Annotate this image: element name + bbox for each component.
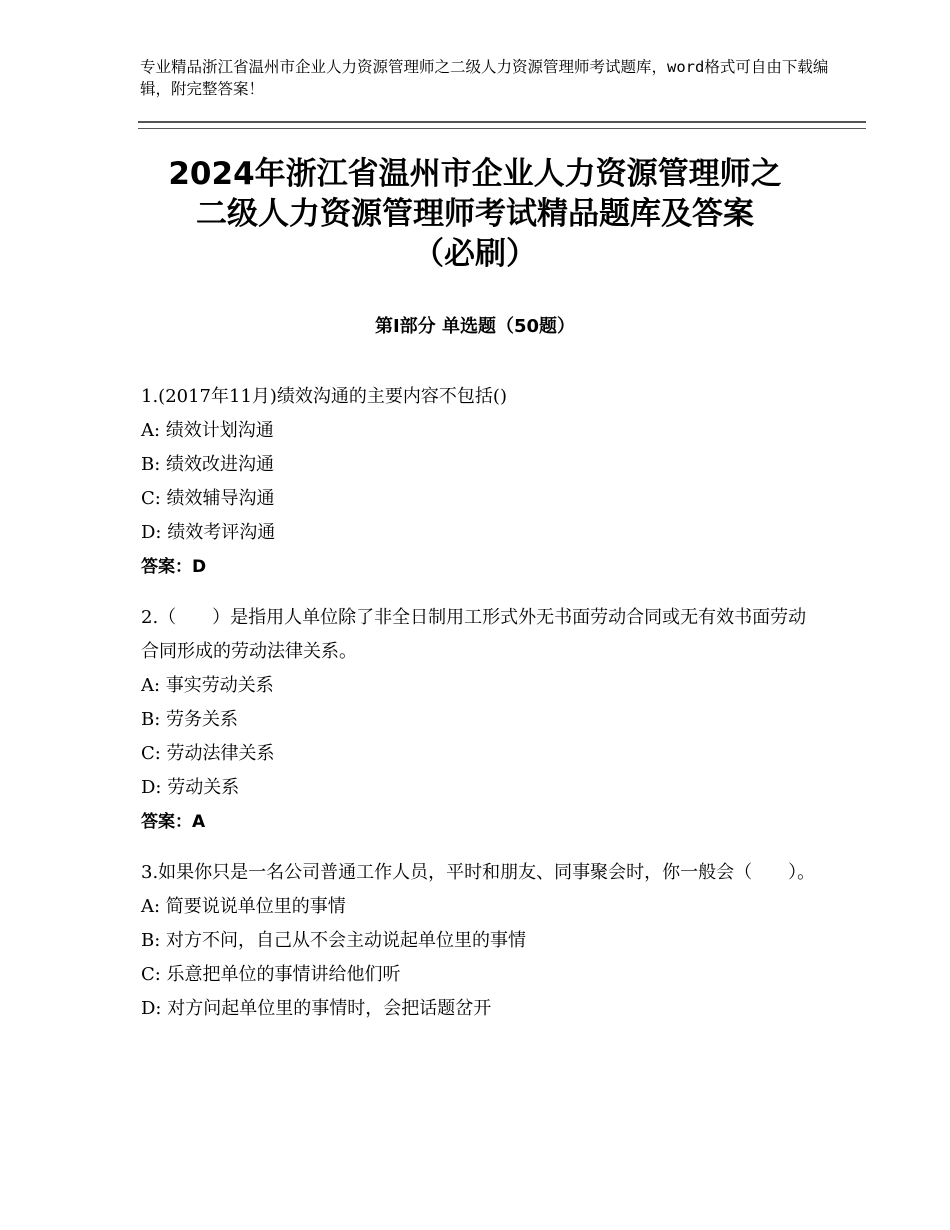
question-2-option-d: D: 劳动关系 [141,777,240,798]
title-line-1: 2024年浙江省温州市企业人力资源管理师之 [168,156,782,192]
question-list [141,380,821,1043]
header-divider [138,121,866,129]
question-2-option-b: B: 劳务关系 [141,709,239,730]
question-1-option-d: D: 绩效考评沟通 [141,522,276,543]
question-1-option-b: B: 绩效改进沟通 [141,454,275,475]
question-2-option-c: C: 劳动法律关系 [141,743,275,764]
question-2-answer: 答案：A [141,812,206,832]
question-1-option-a: A: 绩效计划沟通 [141,420,274,441]
question-2-option-a: A: 事实劳动关系 [141,675,274,696]
question-2 [141,601,821,839]
question-3-option-d: D: 对方问起单位里的事情时，会把话题岔开 [141,998,492,1019]
question-1-stem: 1.(2017年11月)绩效沟通的主要内容不包括() [141,386,507,407]
question-3-stem: 3.如果你只是一名公司普通工作人员，平时和朋友、同事聚会时，你一般会（ ）。 [141,862,816,883]
document-title [100,154,850,274]
header-note: 专业精品浙江省温州市企业人力资源管理师之二级人力资源管理师考试题库，word格式可自由下载编辑，附完整答案！ [140,58,829,98]
title-line-3: （必刷） [413,236,537,272]
question-3-option-b: B: 对方不问，自己从不会主动说起单位里的事情 [141,930,527,951]
question-1-option-c: C: 绩效辅导沟通 [141,488,275,509]
title-line-2: 二级人力资源管理师考试精品题库及答案 [196,196,754,232]
question-3-option-a: A: 简要说说单位里的事情 [141,896,346,917]
question-2-stem: 2.（ ）是指用人单位除了非全日制用工形式外无书面劳动合同或无有效书面劳动合同形成的劳动法律关系。 [141,607,807,662]
section-title: 第Ⅰ部分 单选题（50题） [374,316,575,337]
question-1 [141,380,821,584]
question-1-answer: 答案：D [141,557,207,577]
question-3-option-c: C: 乐意把单位的事情讲给他们听 [141,964,401,985]
question-3 [141,856,821,1026]
